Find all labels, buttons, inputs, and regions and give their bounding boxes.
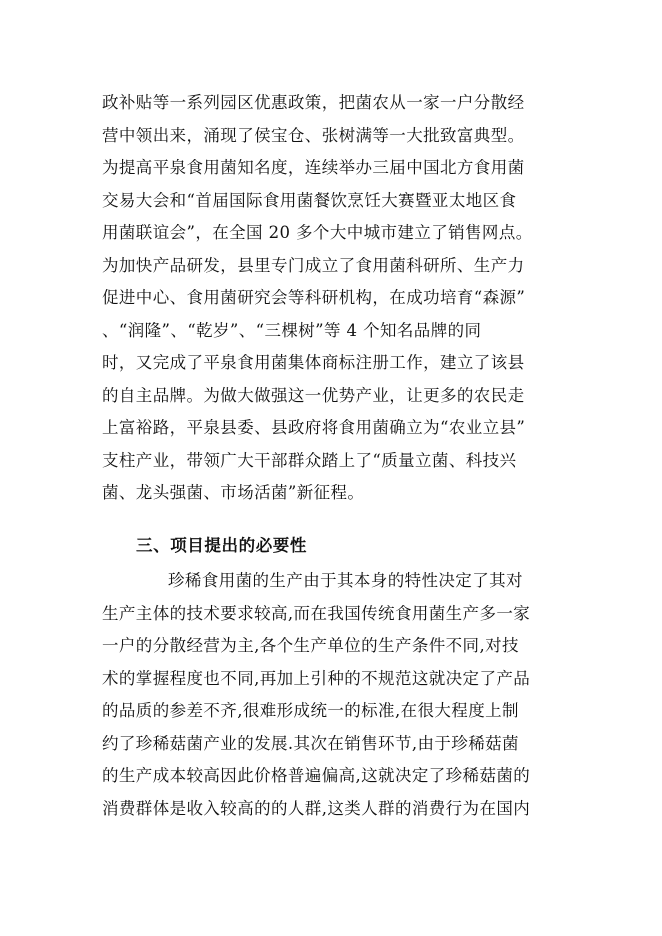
text-line: 菌、龙头强菌、市场活菌”新征程。 xyxy=(102,483,365,502)
text-line: 促进中心、食用菌研究会等科研机构，在成功培育“森源” xyxy=(102,288,526,307)
text-line: 、“润隆”、“乾岁”、“三棵树”等 4 个知名品牌的同 xyxy=(102,320,482,340)
text-line: 术的掌握程度也不同,再加上引种的不规范这就决定了产品 xyxy=(102,668,531,688)
text-line: 支柱产业，带领广大干部群众踏上了“质量立菌、科技兴 xyxy=(102,450,517,470)
text-line: 的生产成本较高因此价格普遍偏高,这就决定了珍稀菇菌的 xyxy=(102,766,531,785)
paragraph-project-necessity xyxy=(102,565,562,825)
text-line: 一户的分散经营为主,各个生产单位的生产条件不同,对技 xyxy=(102,636,519,655)
text-line: 时，又完成了平泉食用菌集体商标注册工作，建立了该县 xyxy=(102,353,525,372)
text-line: 为提高平泉食用菌知名度，连续举办三届中国北方食用菌 xyxy=(102,158,525,177)
paragraph-local-development xyxy=(102,87,562,510)
text-line: 消费群体是收入较高的的人群,这类人群的消费行为在国内 xyxy=(102,798,531,818)
text-line: 为加快产品研发，县里专门成立了食用菌科研所、生产力 xyxy=(102,255,525,275)
text-line: 珍稀食用菌的生产由于其本身的特性决定了其对 xyxy=(168,571,523,590)
section-heading: 三、项目提出的必要性 xyxy=(136,536,307,555)
text-line: 生产主体的技术要求较高,而在我国传统食用菌生产多一家 xyxy=(102,603,531,623)
text-line: 营中领出来，涌现了侯宝仓、张树满等一大批致富典型。 xyxy=(102,125,525,145)
text-line: 约了珍稀菇菌产业的发展.其次在销售环节,由于珍稀菇菌 xyxy=(102,733,519,753)
text-line: 上富裕路，平泉县委、县政府将食用菌确立为“农业立县” xyxy=(102,418,526,437)
text-line: 的品质的参差不齐,很难形成统一的标准,在很大程度上制 xyxy=(102,701,519,720)
text-line: 的自主品牌。为做大做强这一优势产业，让更多的农民走 xyxy=(102,385,525,405)
text-line: 交易大会和“首届国际食用菌餐饮烹饪大赛暨亚太地区食 xyxy=(102,190,517,210)
text-line: 用菌联谊会”，在全国 20 多个大中城市建立了销售网点。 xyxy=(102,223,533,242)
text-line: 政补贴等一系列园区优惠政策，把菌农从一家一户分散经 xyxy=(102,93,525,112)
